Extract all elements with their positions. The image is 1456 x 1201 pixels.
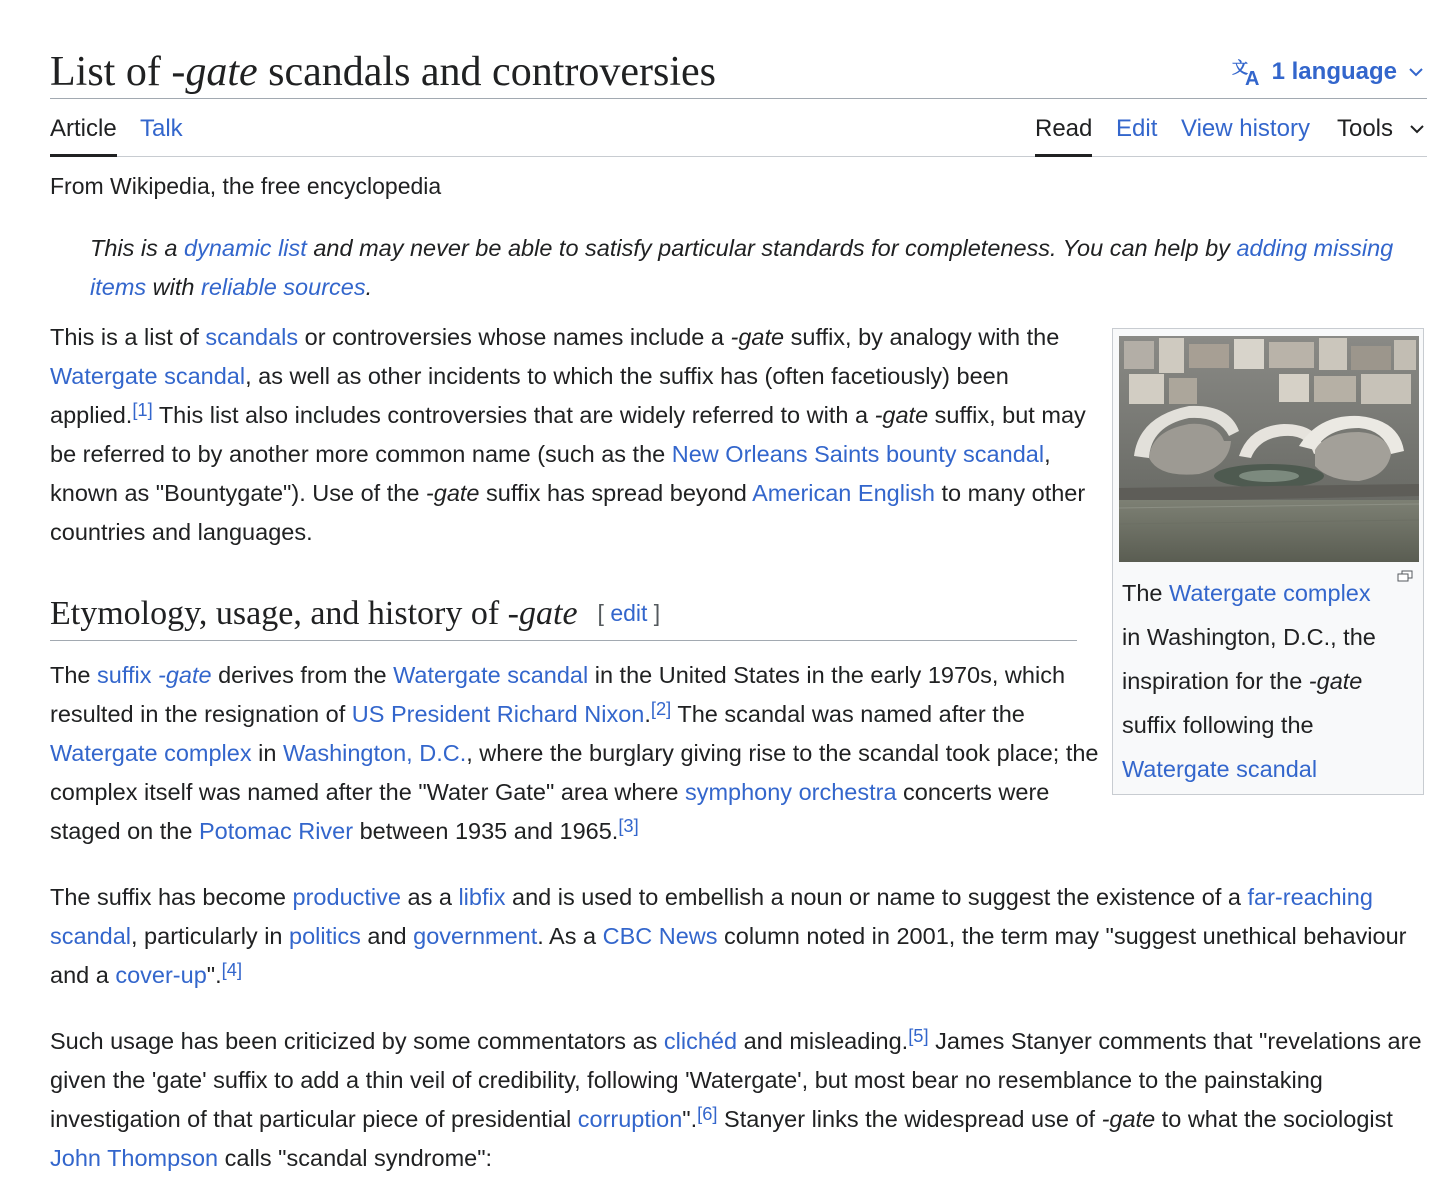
section-heading (50, 588, 1077, 641)
reference-5[interactable]: [5] (908, 1024, 929, 1046)
link-suffix[interactable]: suffix (97, 662, 152, 688)
text: Etymology, usage, and history of (50, 595, 508, 632)
link-adding-missing-items[interactable]: adding missing items (90, 235, 1394, 300)
tab-read[interactable]: Read (1035, 114, 1092, 157)
link-us-president-richard-nixon[interactable]: US President Richard Nixon (351, 701, 645, 727)
text: suffix has spread beyond (479, 480, 753, 506)
site-tagline: From Wikipedia, the free encyclopedia (50, 173, 442, 199)
link-politics[interactable]: politics (289, 923, 361, 949)
watergate-figure (1112, 328, 1424, 795)
text: calls "scandal syndrome": (218, 1145, 493, 1171)
link-washington-dc[interactable]: Washington, D.C. (282, 740, 467, 766)
link-cover-up[interactable]: cover-up (115, 962, 207, 988)
page-title (50, 50, 716, 94)
link-far-reaching-scandal[interactable]: far-reaching scandal (50, 884, 1373, 949)
reference-1[interactable]: [1] (132, 398, 153, 420)
text: and misleading. (737, 1028, 909, 1054)
text: to many other countries and languages. (50, 480, 1086, 545)
text: in (251, 740, 283, 766)
link-libfix[interactable]: libfix (458, 884, 506, 910)
page-title-prefix: List of (50, 49, 172, 95)
tab-article[interactable]: Article (50, 114, 117, 157)
tab-talk[interactable]: Talk (140, 115, 183, 142)
bracket: [ (597, 600, 611, 626)
link-scandals[interactable]: scandals (205, 324, 299, 350)
text: or controversies whose names include a (298, 324, 731, 350)
text: . (644, 701, 651, 727)
text: in the United States in the early 1970s, which resulted in the resignation of (50, 662, 1066, 727)
text: in Washington, D.C., the inspiration for the (1122, 624, 1376, 694)
text: between 1935 and 1965. (353, 818, 619, 844)
link-cbc-news[interactable]: CBC News (602, 923, 718, 949)
italic-gate: -gate (1308, 668, 1363, 694)
figure-caption (1122, 571, 1392, 791)
reference-4[interactable]: [4] (221, 958, 243, 980)
usage-paragraph (50, 878, 1430, 995)
hatnote-text: and may never be able to satisfy particular standards for completeness. You can help by (306, 235, 1237, 261)
language-button[interactable] (1232, 58, 1427, 86)
section-edit (598, 600, 661, 626)
chevron-down-icon (1407, 119, 1427, 139)
text: column noted in 2001, the term may "suggest unethical behaviour and a (50, 923, 1407, 988)
text: ". (206, 962, 222, 988)
text: suffix following the (1122, 712, 1314, 738)
text: concerts were staged on the (50, 779, 1050, 844)
enlarge-icon[interactable] (1397, 569, 1413, 587)
link-corruption[interactable]: corruption (577, 1106, 683, 1132)
tabs-row (50, 100, 1427, 157)
text: The scandal was named after the (671, 701, 1025, 727)
italic-gate: -gate (874, 402, 929, 428)
text: The suffix has become (50, 884, 293, 910)
text: , where the burglary giving rise to the scandal took place; the complex itself was named after the "Water Gate" area where (50, 740, 1099, 805)
title-row (50, 40, 1427, 99)
text: The (1122, 580, 1170, 606)
reference-2[interactable]: [2] (650, 697, 672, 719)
text: suffix, but may be referred to by another more common name (such as the (50, 402, 1086, 467)
edit-section-link[interactable]: edit (610, 600, 648, 626)
link-potomac-river[interactable]: Potomac River (198, 818, 354, 844)
link-gate[interactable]: -gate (158, 662, 212, 688)
hatnote-text: . (365, 273, 373, 300)
text: This is a list of (50, 324, 206, 350)
link-watergate-scandal[interactable]: Watergate scandal (393, 662, 589, 688)
link-productive[interactable]: productive (292, 884, 401, 910)
tab-edit[interactable]: Edit (1116, 115, 1158, 142)
italic-gate: -gate (730, 324, 785, 350)
reference-6[interactable]: [6] (697, 1102, 718, 1124)
link-government[interactable]: government (413, 923, 538, 949)
italic-gate: -gate (507, 595, 578, 632)
link-john-thompson[interactable]: John Thompson (50, 1145, 219, 1171)
text: , known as "Bountygate"). Use of the (50, 441, 1051, 506)
link-new-orleans-saints-bounty-scandal[interactable]: New Orleans Saints bounty scandal (671, 441, 1045, 467)
link-watergate-scandal[interactable]: Watergate scandal (50, 363, 246, 389)
text: ". (682, 1106, 698, 1132)
page-title-suffix: scandals and controversies (257, 49, 716, 95)
link-watergate-scandal[interactable]: Watergate scandal (1122, 756, 1318, 782)
criticism-paragraph (50, 1022, 1440, 1178)
text: Stanyer links the widespread use of (717, 1106, 1102, 1132)
intro-paragraph (50, 318, 1090, 552)
translate-icon (1232, 58, 1264, 86)
text: The (50, 662, 98, 688)
text: Such usage has been criticized by some commentators as (50, 1028, 664, 1054)
link-watergate-complex[interactable]: Watergate complex (1169, 580, 1371, 606)
link-cliched[interactable]: clichéd (663, 1028, 738, 1054)
bracket: ] (647, 600, 661, 626)
link-dynamic-list[interactable]: dynamic list (184, 235, 307, 261)
text: , particularly in (131, 923, 290, 949)
text: , as well as other incidents to which the suffix has (often facetiously) been applied. (50, 363, 1009, 428)
tab-view-history[interactable]: View history (1181, 115, 1310, 142)
text: This list also includes controversies that are widely referred to with a (152, 402, 875, 428)
hatnote-text: with (146, 273, 202, 300)
text: and (360, 923, 414, 949)
reference-3[interactable]: [3] (618, 814, 639, 836)
tools-label: Tools (1336, 115, 1393, 142)
etymology-paragraph (50, 656, 1100, 851)
text: derives from the (211, 662, 394, 688)
text: and is used to embellish a noun or name to suggest the existence of a (505, 884, 1248, 910)
chevron-down-icon (1405, 61, 1427, 83)
text: James Stanyer comments that "revelations are given the 'gate' suffix to add a thin veil of credibility, following 'Watergate', but most bear no resemblance to the painstaking investigation of that particular piece of presidential (50, 1028, 1422, 1132)
link-reliable-sources[interactable]: reliable sources (201, 273, 366, 300)
hatnote-text: This is a (90, 235, 185, 261)
italic-gate: -gate (1101, 1106, 1156, 1132)
svg-text:文: 文 (1231, 58, 1248, 77)
text: . As a (537, 923, 603, 949)
text: as a (400, 884, 459, 910)
italic-gate: -gate (425, 480, 480, 506)
text: to what the sociologist (1155, 1106, 1393, 1132)
tools-menu-button[interactable] (1337, 114, 1427, 144)
link-american-english[interactable]: American English (752, 480, 935, 506)
section-heading-text (50, 595, 578, 632)
svg-text:A: A (1244, 68, 1260, 86)
link-watergate-complex[interactable]: Watergate complex (50, 740, 252, 766)
language-label: 1 language (1271, 58, 1397, 85)
dynamic-list-hatnote (90, 229, 1410, 306)
text: suffix, by analogy with the (784, 324, 1060, 350)
link-symphony-orchestra[interactable]: symphony orchestra (684, 779, 897, 805)
watergate-complex-image[interactable] (1119, 336, 1419, 562)
page-title-italic: -gate (171, 49, 258, 95)
